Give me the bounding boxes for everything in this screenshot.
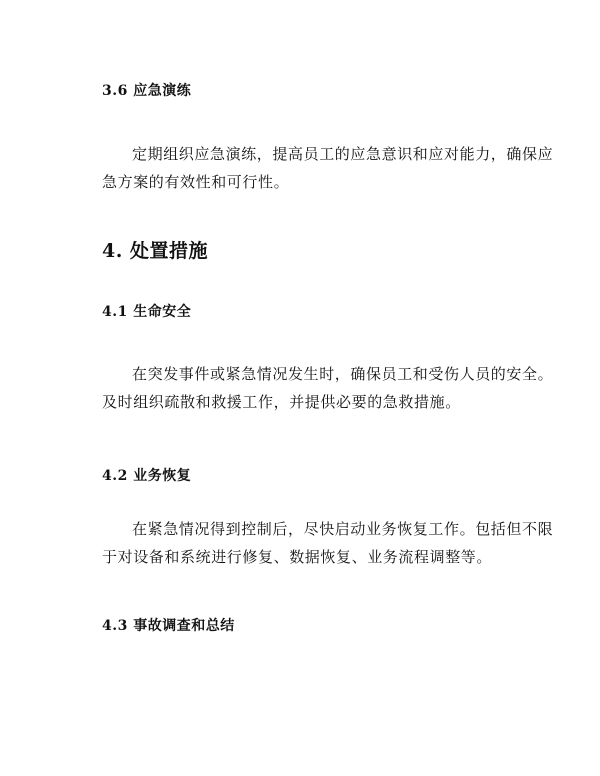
paragraph-line: 及时组织疏散和救援工作，并提供必要的急救措施。 — [102, 393, 461, 411]
paragraph-4-1 — [102, 360, 554, 416]
heading-4-1: 4.1 生命安全 — [102, 304, 192, 320]
paragraph-line: 在紧急情况得到控制后，尽快启动业务恢复工作。包括但不限 — [132, 520, 554, 538]
heading-4: 4. 处置措施 — [102, 240, 208, 262]
paragraph-line: 在突发事件或紧急情况发生时，确保员工和受伤人员的安全。 — [132, 365, 554, 383]
heading-3-6: 3.6 应急演练 — [102, 83, 192, 99]
paragraph-line: 急方案的有效性和可行性。 — [102, 173, 290, 191]
heading-4-3: 4.3 事故调查和总结 — [102, 618, 235, 634]
paragraph-line: 于对设备和系统进行修复、数据恢复、业务流程调整等。 — [102, 548, 493, 566]
paragraph-3-6 — [102, 140, 554, 196]
heading-4-2: 4.2 业务恢复 — [102, 468, 192, 484]
paragraph-4-2 — [102, 515, 554, 571]
paragraph-line: 定期组织应急演练，提高员工的应急意识和应对能力，确保应 — [132, 145, 554, 163]
